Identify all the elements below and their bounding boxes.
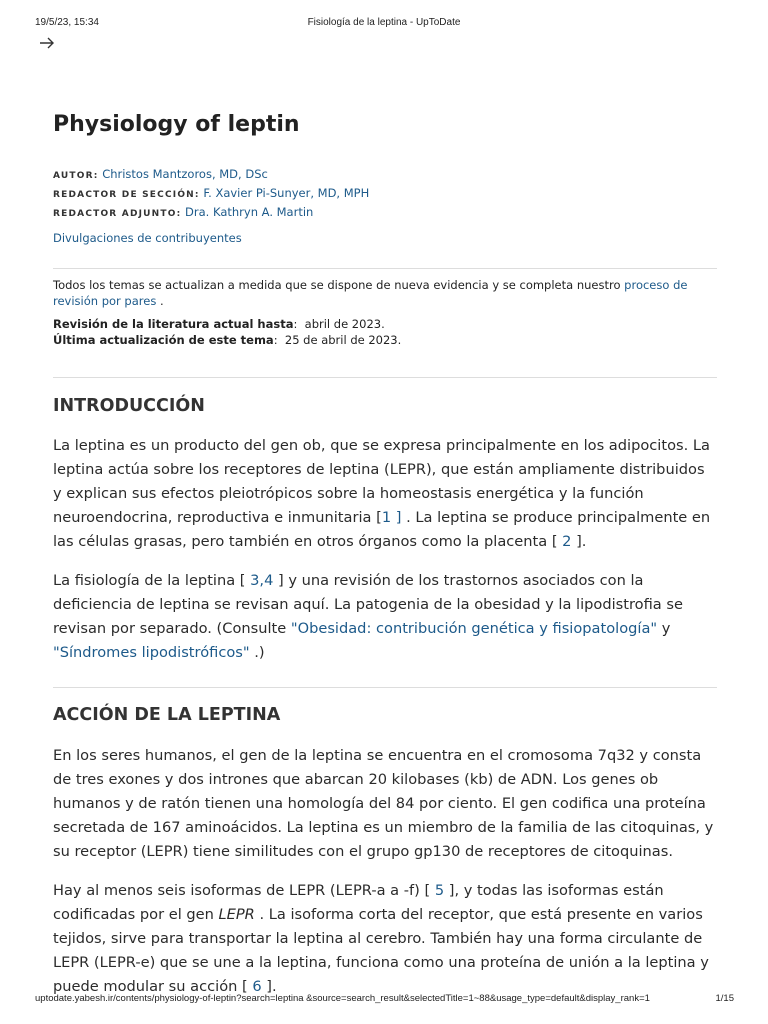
update-text: Todos los temas se actualizan a medida que se dispone de nueva evidencia y se completa nuestro	[53, 278, 625, 292]
text: La fisiología de la leptina [	[53, 572, 251, 589]
lit-review-value: abril de 2023.	[304, 317, 385, 331]
text: y	[657, 620, 671, 637]
action-heading: ACCIÓN DE LA LEPTINA	[53, 705, 281, 725]
intro-heading: INTRODUCCIÓN	[53, 396, 205, 416]
reference-link[interactable]: 1 ]	[381, 509, 402, 526]
section-editor-line	[53, 185, 717, 204]
author-link[interactable]: Christos Mantzoros, MD, DSc	[102, 167, 268, 181]
gene-name: LEPR	[218, 906, 255, 923]
arrow-right-icon-svg	[38, 36, 56, 50]
text: ].	[261, 978, 277, 995]
deputy-editor-line	[53, 204, 717, 223]
print-datetime: 19/5/23, 15:34	[35, 17, 99, 28]
text: ].	[571, 533, 587, 550]
review-dates	[53, 316, 717, 348]
text: . La isoforma corta del receptor, que está presente en varios tejidos, sirve para transportar la leptina al cerebro. También hay una forma circulante de LEPR (LEPR-e) que se une a la leptina, funciona como una proteína de unión a la leptina y puede modular su acción [	[53, 906, 709, 995]
article-content	[53, 108, 717, 999]
article-title: Physiology of leptin	[53, 112, 300, 137]
lit-review-line: Revisión de la literatura actual hasta: abril de 2023.	[53, 317, 385, 331]
intro-paragraph-1	[53, 434, 717, 554]
reference-link[interactable]: 2	[562, 533, 572, 550]
section-editor-label: REDACTOR DE SECCIÓN:	[53, 190, 200, 200]
text: ] y una revisión de los trastornos asociados con la deficiencia de leptina se revisan aquí. La patogenia de la obesidad y la lipodistrofia se revisan por separado. (Consulte	[53, 572, 683, 637]
print-page-title: Fisiología de la leptina - UpToDate	[307, 17, 461, 28]
reference-link[interactable]: 5	[434, 882, 445, 899]
divider	[53, 377, 717, 378]
divider	[53, 268, 717, 269]
author-label: AUTOR:	[53, 171, 99, 181]
action-paragraph-2	[53, 879, 717, 999]
reference-link[interactable]: 6	[252, 978, 262, 995]
deputy-editor-label: REDACTOR ADJUNTO:	[53, 209, 182, 219]
text: ], y todas las isoformas están codificadas por el gen	[53, 882, 664, 923]
text: . La leptina se produce principalmente en las células grasas, pero también en otros órganos como la placenta [	[53, 509, 711, 550]
lipodystrophy-topic-link[interactable]: "Síndromes lipodistróficos"	[53, 644, 250, 661]
obesity-topic-link[interactable]: "Obesidad: contribución genética y fisiopatología"	[290, 620, 658, 637]
action-paragraph-1: En los seres humanos, el gen de la leptina se encuentra en el cromosoma 7q32 y consta de tres exones y dos intrones que abarcan 20 kilobases (kb) de ADN. Los genes ob humanos y de ratón tienen una homología del 84 por ciento. El gen codifica una proteína secretada de 167 aminoácidos. La leptina es un miembro de la familia de las citoquinas, y su receptor (LEPR) tiene similitudes con el grupo gp130 de receptores de citoquinas.	[53, 747, 714, 860]
disclosures-wrapper	[53, 230, 717, 246]
update-end: .	[156, 294, 164, 308]
disclosures-link[interactable]: Divulgaciones de contribuyentes	[53, 231, 242, 245]
arrow-right-icon[interactable]	[38, 36, 56, 54]
text: La leptina es un producto del gen ob, que se expresa principalmente en los adipocitos. La leptina actúa sobre los receptores de leptina (LEPR), que están ampliamente distribuidos y explican sus efectos pleiotrópicos sobre la homeostasis energética y la función neuroendocrina, reproductiva e inmunitaria [	[53, 437, 710, 526]
section-editor-link[interactable]: F. Xavier Pi-Sunyer, MD, MPH	[203, 186, 370, 200]
last-update-value: 25 de abril de 2023.	[284, 333, 402, 347]
divider	[53, 687, 717, 688]
author-line	[53, 166, 717, 185]
text: Hay al menos seis isoformas de LEPR (LEPR-a a -f) [	[53, 882, 435, 899]
peer-review-link[interactable]: proceso de revisión por pares	[53, 278, 688, 308]
last-update-label: Última actualización de este tema	[53, 333, 274, 347]
last-update-line: Última actualización de este tema: 25 de abril de 2023.	[53, 333, 402, 347]
print-url: uptodate.yabesh.ir/contents/physiology-of-leptin?search=leptina &source=search_result&selectedTitle=1~88&usage_type=default&display_rank=1	[35, 993, 650, 1004]
intro-paragraph-2	[53, 569, 717, 665]
deputy-editor-link[interactable]: Dra. Kathryn A. Martin	[185, 205, 314, 219]
print-page-number: 1/15	[715, 993, 734, 1004]
reference-link[interactable]: 3,4	[250, 572, 274, 589]
text: .)	[249, 644, 265, 661]
update-notice	[53, 277, 717, 309]
lit-review-label: Revisión de la literatura actual hasta	[53, 317, 294, 331]
